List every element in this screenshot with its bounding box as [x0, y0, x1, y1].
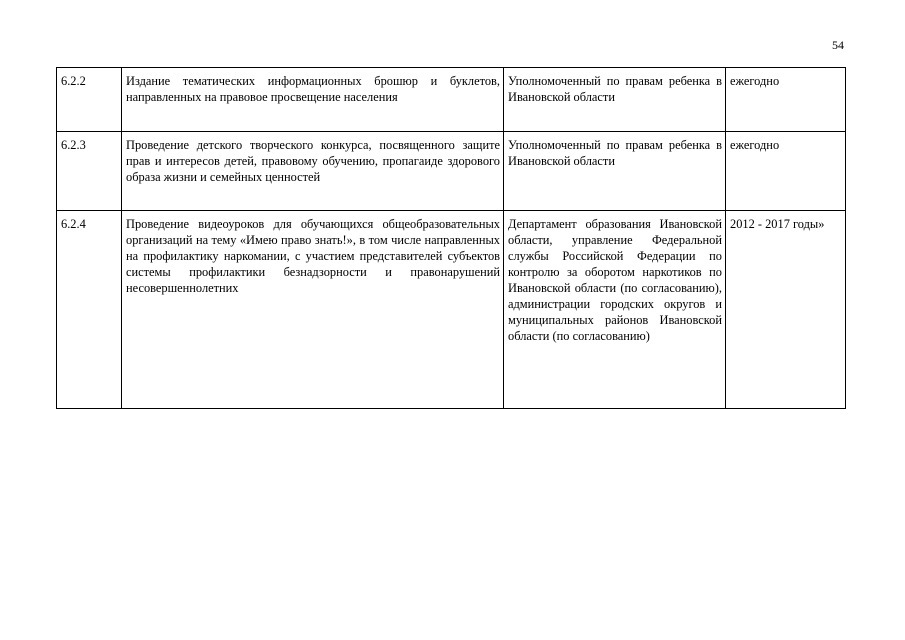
event-description: Проведение видеоуроков для обучающихся общеобразовательных организаций на тему «Имею право знать!», в том числе направленных на профилактику наркомании, с участием представителей субъектов системы профилактики безнадзорности и правонарушений несовершеннолетних — [122, 211, 504, 409]
responsible-party: Уполномоченный по правам ребенка в Ивановской области — [504, 132, 726, 211]
term: ежегодно — [726, 132, 846, 211]
responsible-party: Департамент образования Ивановской области, управление Федеральной службы Российской Федерации по контролю за оборотом наркотиков по Ивановской области (по согласованию), администрации городских округов и муниципальных районов Ивановской области (по согласованию) — [504, 211, 726, 409]
term: ежегодно — [726, 68, 846, 132]
event-description: Проведение детского творческого конкурса, посвященного защите прав и интересов детей, правовому обучению, пропагаиде здорового образа жизни и семейных ценностей — [122, 132, 504, 211]
table-row — [57, 132, 846, 211]
table-row — [57, 211, 846, 409]
responsible-party: Уполномоченный по правам ребенка в Ивановской области — [504, 68, 726, 132]
item-number: 6.2.3 — [57, 132, 122, 211]
table-row — [57, 68, 846, 132]
event-description: Издание тематических информационных брошюр и буклетов, направленных на правовое просвещение населения — [122, 68, 504, 132]
term: 2012 - 2017 годы» — [726, 211, 846, 409]
page-number: 54 — [832, 38, 844, 52]
item-number: 6.2.2 — [57, 68, 122, 132]
action-plan-table — [56, 67, 846, 409]
item-number: 6.2.4 — [57, 211, 122, 409]
